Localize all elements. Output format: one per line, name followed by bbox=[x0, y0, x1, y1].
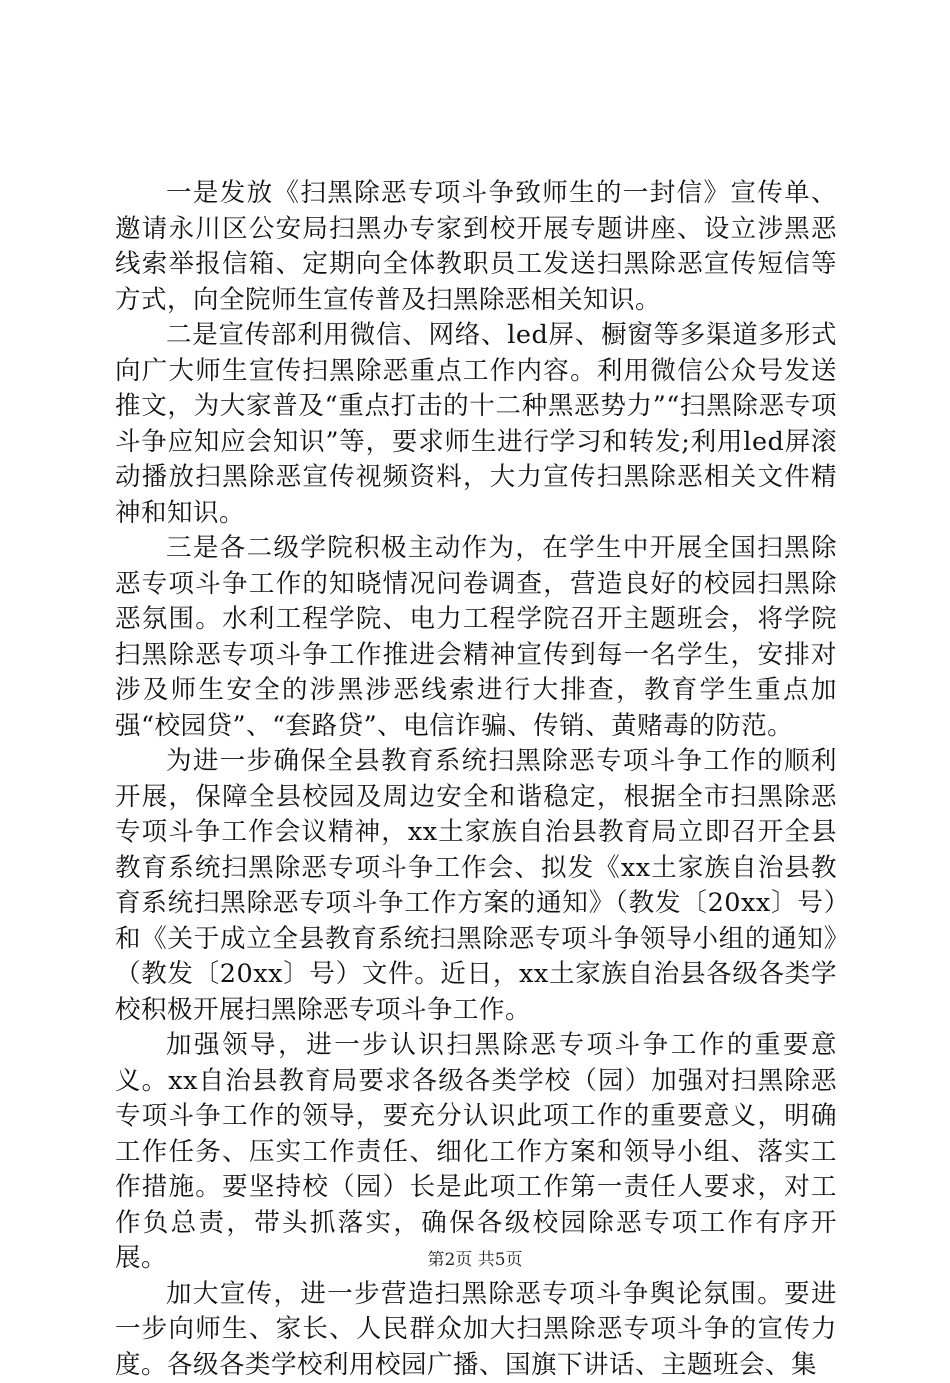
paragraph-6: 加大宣传，进一步营造扫黑除恶专项斗争舆论氛围。要进一步向师生、家长、人民群众加大扫黑除恶专项斗争的宣传力度。各级各类学校利用校园广播、国旗下讲话、主题班会、集 bbox=[115, 1277, 837, 1383]
paragraph-2: 二是宣传部利用微信、网络、led屏、橱窗等多渠道多形式向广大师生宣传扫黑除恶重点工作内容。利用微信公众号发送推文，为大家普及“重点打击的十二种黑恶势力”“扫黑除恶专项斗争应知应会知识”等，要求师生进行学习和转发;利用led屏滚动播放扫黑除恶宣传视频资料，大力宣传扫黑除恶相关文件精神和知识。 bbox=[115, 318, 837, 531]
paragraph-5: 加强领导，进一步认识扫黑除恶专项斗争工作的重要意义。xx自治县教育局要求各级各类学校（园）加强对扫黑除恶专项斗争工作的领导，要充分认识此项工作的重要意义，明确工作任务、压实工作责任、细化工作方案和领导小组、落实工作措施。要坚持校（园）长是此项工作第一责任人要求，对工作负总责，带头抓落实，确保各级校园除恶专项工作有序开展。 bbox=[115, 1028, 837, 1277]
paragraph-4: 为进一步确保全县教育系统扫黑除恶专项斗争工作的顺利开展，保障全县校园及周边安全和谐稳定，根据全市扫黑除恶专项斗争工作会议精神，xx土家族自治县教育局立即召开全县教育系统扫黑除恶专项斗争工作会、拟发《xx土家族自治县教育系统扫黑除恶专项斗争工作方案的通知》（教发〔20xx〕号）和《关于成立全县教育系统扫黑除恶专项斗争领导小组的通知》（教发〔20xx〕号）文件。近日，xx土家族自治县各级各类学校积极开展扫黑除恶专项斗争工作。 bbox=[115, 744, 837, 1028]
paragraph-1: 一是发放《扫黑除恶专项斗争致师生的一封信》宣传单、邀请永川区公安局扫黑办专家到校开展专题讲座、设立涉黑恶线索举报信箱、定期向全体教职员工发送扫黑除恶宣传短信等方式，向全院师生宣传普及扫黑除恶相关知识。 bbox=[115, 176, 837, 318]
paragraph-3: 三是各二级学院积极主动作为，在学生中开展全国扫黑除恶专项斗争工作的知晓情况问卷调查，营造良好的校园扫黑除恶氛围。水利工程学院、电力工程学院召开主题班会，将学院扫黑除恶专项斗争工作推进会精神宣传到每一名学生，安排对涉及师生安全的涉黑涉恶线索进行大排查，教育学生重点加强“校园贷”、“套路贷”、电信诈骗、传销、黄赌毒的防范。 bbox=[115, 531, 837, 744]
document-body bbox=[115, 176, 837, 1383]
page-number-footer: 第2页 共5页 bbox=[0, 1245, 950, 1270]
